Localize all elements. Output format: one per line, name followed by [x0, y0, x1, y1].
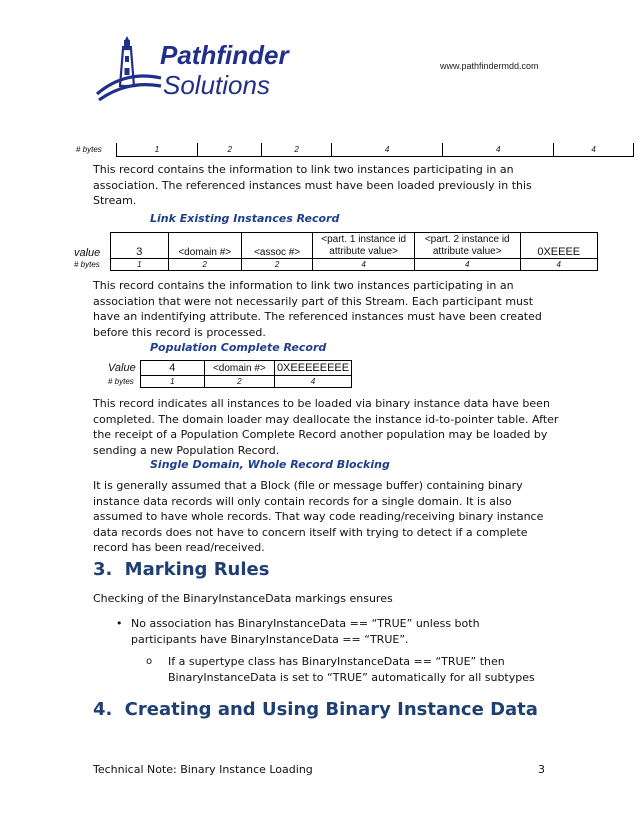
table-cell: <domain #> — [168, 233, 241, 259]
section-3-number: 3. — [93, 559, 113, 580]
table-cell: 4 — [414, 259, 520, 271]
section-3-title: Marking Rules — [124, 559, 270, 580]
bytes-table-top — [70, 143, 634, 157]
table-cell: 1 — [116, 143, 198, 156]
population-table — [108, 360, 352, 388]
row-label: # bytes — [74, 260, 100, 269]
table-cell: 2 — [262, 143, 332, 156]
table-cell: <assoc #> — [241, 233, 312, 259]
list-item: If a supertype class has BinaryInstanceData == “TRUE” then BinaryInstanceData is set to “TRUE” automatically for all subtypes — [168, 655, 535, 684]
logo-subtitle: Solutions — [163, 70, 270, 100]
table-cell: 4 — [520, 259, 597, 271]
table-cell: 2 — [241, 259, 312, 271]
paragraph-1: This record contains the information to link two instances participating in an association. The referenced instances must have been loaded previously in this Stream. — [93, 163, 532, 207]
table-cell: <part. 2 instance id attribute value> — [414, 233, 520, 259]
section-4-heading — [93, 699, 538, 720]
page-number: 3 — [538, 763, 545, 776]
table-row — [108, 376, 352, 388]
bullet-marker: • — [116, 617, 123, 630]
table-cell: <domain #> — [204, 361, 274, 376]
table-row — [108, 361, 352, 376]
paragraph-2: This record contains the information to link two instances participating in an association that were not necessarily part of this Stream. Each participant must have an indentifying attribute. The referenced instances must have been created before this record is processed. — [93, 279, 542, 339]
table-cell: 4 — [140, 361, 204, 376]
table-cell: 4 — [554, 143, 634, 156]
section-3-intro: Checking of the BinaryInstanceData markings ensures — [93, 592, 393, 605]
lighthouse-icon — [95, 36, 165, 102]
row-label: # bytes — [108, 377, 134, 386]
table-cell: 3 — [111, 233, 168, 259]
table-cell: 4 — [332, 143, 443, 156]
table-cell: 0XEEEE — [520, 233, 597, 259]
row-label: value — [74, 246, 101, 259]
table-cell: 1 — [111, 259, 168, 271]
row-label: Value — [108, 362, 136, 374]
paragraph-3: This record indicates all instances to be loaded via binary instance data have been completed. The domain loader may deallocate the instance id-to-pointer table. After the receipt of a Population Complete Record another population may be loaded by sending a new Population Record. — [93, 397, 559, 457]
logo — [95, 36, 165, 102]
list-item: No association has BinaryInstanceData == “TRUE” unless both participants have BinaryInstanceData == “TRUE”. — [131, 617, 480, 646]
table-row — [70, 143, 634, 156]
website-url: www.pathfindermdd.com — [440, 61, 539, 71]
section-3-heading — [93, 559, 269, 580]
table-cell: 2 — [168, 259, 241, 271]
link-existing-table — [74, 232, 598, 271]
table-cell: 4 — [313, 259, 415, 271]
table-cell: 4 — [275, 376, 352, 388]
table-cell: 0XEEEEEEEE — [275, 361, 352, 376]
section-4-title: Creating and Using Binary Instance Data — [124, 699, 538, 720]
caption-single-domain: Single Domain, Whole Record Blocking — [150, 458, 390, 471]
table-cell: <part. 1 instance id attribute value> — [313, 233, 415, 259]
logo-title: Pathfinder — [160, 40, 289, 70]
table-cell: 1 — [140, 376, 204, 388]
table-row — [74, 259, 598, 271]
footer-title: Technical Note: Binary Instance Loading — [93, 763, 313, 776]
caption-link-existing: Link Existing Instances Record — [150, 212, 340, 225]
row-label: # bytes — [76, 145, 102, 154]
section-4-number: 4. — [93, 699, 113, 720]
table-row — [74, 233, 598, 259]
paragraph-4: It is generally assumed that a Block (file or message buffer) containing binary instance data records will only contain records for a single domain. It is also assumed to have whole records. That way code reading/receiving binary instance data records does not have to concern itself with trying to detect if a complete record has been read/received. — [93, 479, 544, 554]
sub-bullet-marker: o — [146, 656, 153, 667]
table-cell: 2 — [204, 376, 274, 388]
table-cell: 4 — [443, 143, 554, 156]
table-cell: 2 — [198, 143, 262, 156]
caption-population-complete: Population Complete Record — [150, 341, 327, 354]
